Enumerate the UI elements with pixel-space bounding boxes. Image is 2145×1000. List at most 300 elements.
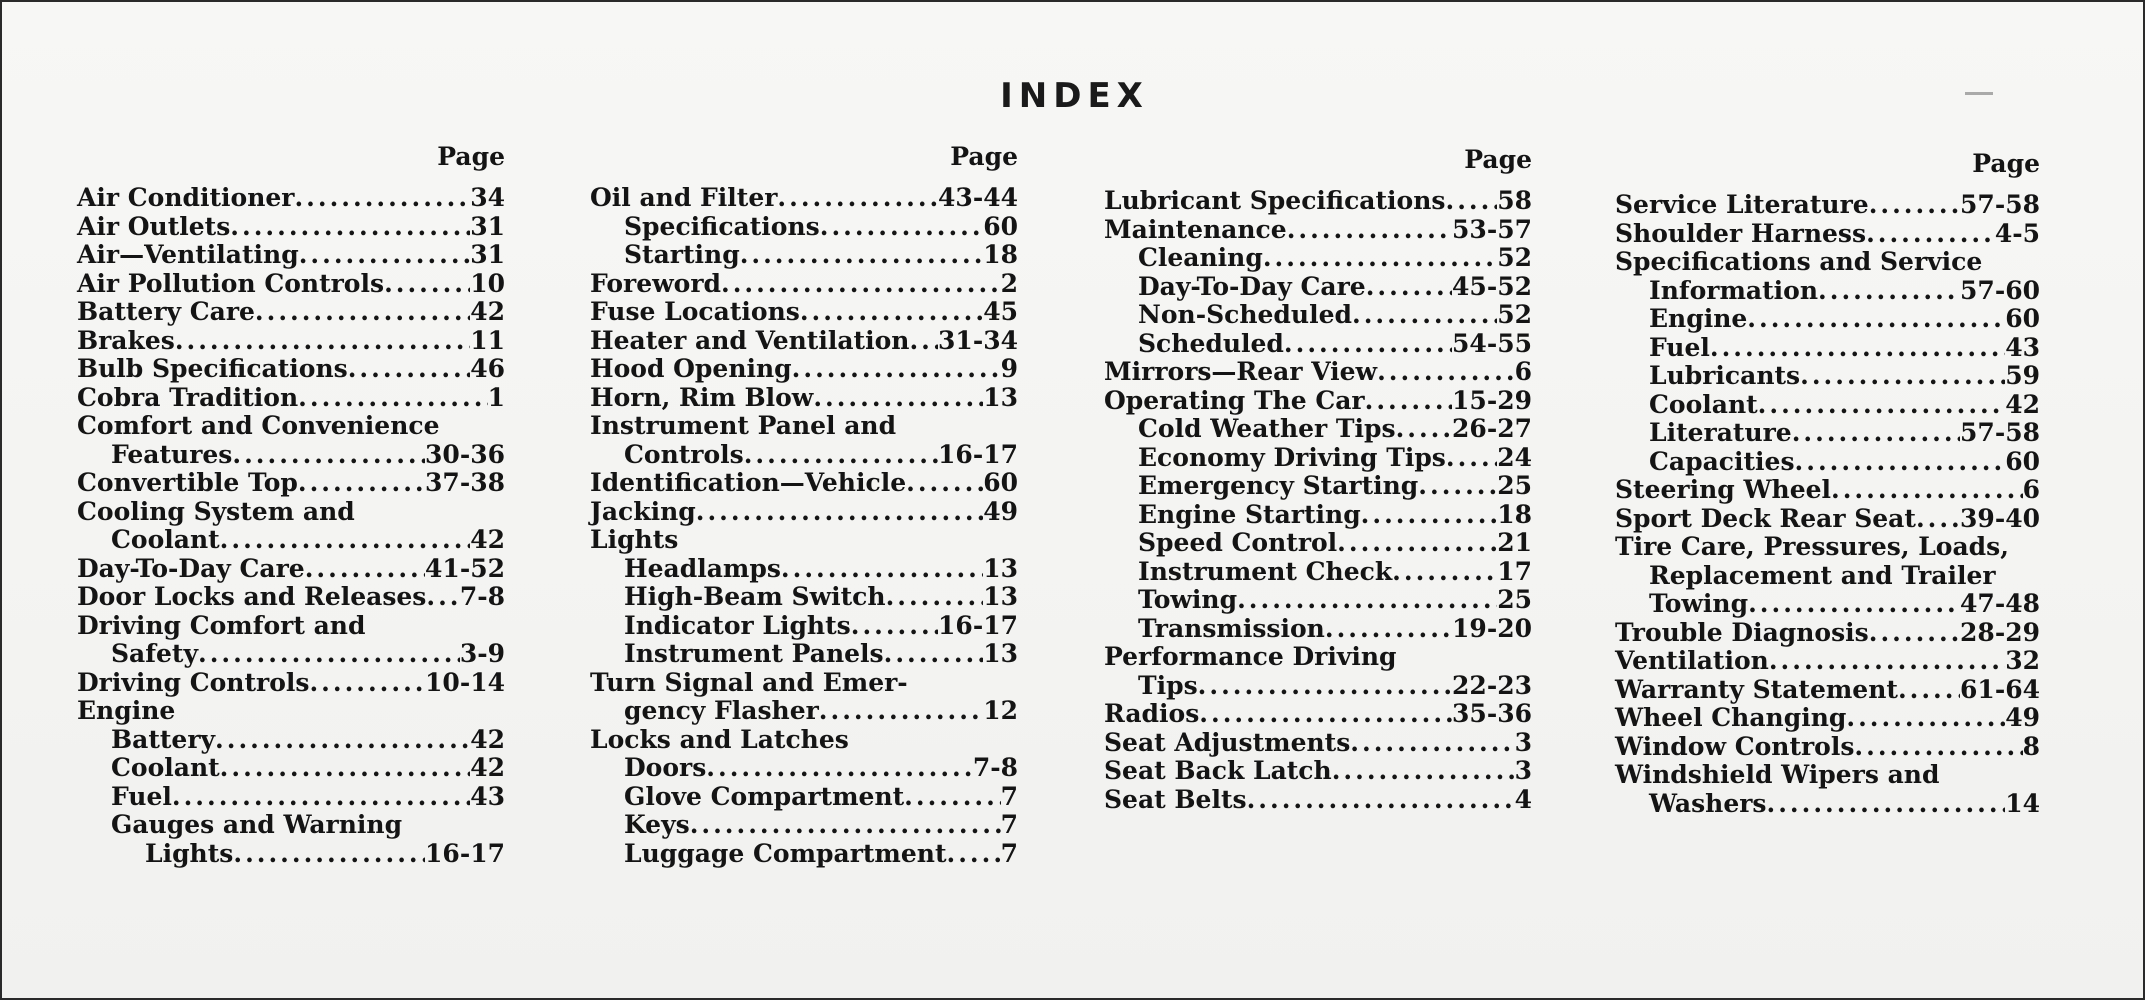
index-entry-page: 52 — [1497, 300, 1532, 329]
index-entry — [590, 697, 1018, 726]
index-entry-label: Starting — [624, 240, 740, 269]
index-entry-label: Windshield Wipers and — [1615, 760, 1940, 789]
dot-leader — [426, 583, 459, 612]
index-entry-page: 6 — [2022, 475, 2040, 504]
dot-leader — [1337, 529, 1497, 558]
dot-leader — [1446, 444, 1497, 473]
index-entry-page: 31 — [470, 240, 505, 269]
index-entry — [77, 612, 505, 641]
page-column-heading: Page — [437, 142, 505, 171]
dot-leader — [1769, 647, 2005, 676]
index-entry-page: 45 — [983, 297, 1018, 326]
index-entry-page: 25 — [1497, 471, 1532, 500]
dot-leader — [255, 298, 470, 327]
index-entry-label: Towing — [1138, 585, 1238, 614]
index-entry-page: 15-29 — [1452, 385, 1532, 415]
index-entry-label: Ventilation — [1615, 646, 1769, 675]
index-entry — [77, 555, 505, 584]
index-column-2 — [590, 142, 1018, 868]
index-entry — [1104, 700, 1532, 729]
dot-leader — [1237, 586, 1497, 615]
index-entry-page: 13 — [983, 553, 1018, 583]
index-entry-page: 42 — [470, 525, 505, 554]
dot-leader — [305, 555, 425, 584]
index-entry-label: Cleaning — [1138, 243, 1263, 272]
dot-leader — [1898, 676, 1960, 705]
index-entry-label: Engine — [77, 696, 176, 725]
index-entry-page: 39-40 — [1960, 503, 2040, 533]
index-entry — [77, 213, 505, 242]
index-entry-page: 11 — [470, 325, 505, 355]
index-entry — [77, 270, 505, 299]
dot-leader — [1284, 330, 1452, 359]
index-entry — [77, 412, 505, 441]
index-entry-page: 57-58 — [1960, 418, 2040, 447]
index-entry-label: Performance Driving — [1104, 642, 1397, 671]
index-entry-label: gency Flasher — [624, 696, 819, 725]
index-entry-label: Cold Weather Tips — [1138, 414, 1396, 443]
index-entry-page: 16-17 — [938, 439, 1018, 469]
dot-leader — [740, 241, 984, 270]
dot-leader — [175, 327, 470, 356]
index-entry — [590, 811, 1018, 840]
dot-leader — [215, 726, 470, 755]
index-entry-label: Speed Control — [1138, 528, 1338, 557]
index-entry-label: Brakes — [77, 325, 175, 355]
index-entry-label: Battery Care — [77, 297, 255, 326]
page-column-heading: Page — [950, 142, 1018, 171]
dot-leader — [1198, 672, 1452, 701]
index-entry-label: Coolant — [1649, 389, 1758, 419]
index-entry — [590, 498, 1018, 527]
index-entry — [1104, 330, 1532, 359]
index-entry-page: 42 — [470, 297, 505, 326]
index-entry — [77, 697, 505, 726]
index-entry-page: 3 — [1514, 756, 1532, 785]
index-column-3 — [1104, 145, 1532, 814]
index-entry-label: Coolant — [111, 753, 220, 782]
index-entry-page: 24 — [1497, 442, 1532, 472]
index-entry-label: Washers — [1649, 788, 1767, 818]
index-entry-label: Gauges and Warning — [111, 810, 403, 839]
index-entry-label: Driving Controls — [77, 667, 310, 697]
index-entry — [590, 526, 1018, 555]
index-entry-label: Tips — [1138, 670, 1198, 700]
dot-leader — [220, 526, 471, 555]
index-entry-label: Emergency Starting — [1138, 471, 1419, 500]
index-entry — [1615, 220, 2040, 249]
index-entry-label: Air Pollution Controls — [77, 268, 385, 298]
dot-leader — [1365, 387, 1452, 416]
index-entry-page: 10-14 — [425, 667, 505, 697]
index-entry-page: 21 — [1497, 528, 1532, 557]
index-entry — [1104, 444, 1532, 473]
dot-leader — [1445, 187, 1497, 216]
index-entry — [77, 355, 505, 384]
index-entry — [77, 184, 505, 213]
index-entry — [1615, 191, 2040, 220]
index-entry — [1615, 790, 2040, 819]
index-entry-page: 25 — [1497, 585, 1532, 614]
index-entry — [590, 555, 1018, 584]
index-entry-label: Driving Comfort and — [77, 610, 366, 640]
index-entry — [77, 840, 505, 869]
index-entry-label: Day-To-Day Care — [77, 553, 305, 583]
index-entry — [1615, 419, 2040, 448]
dot-leader — [1831, 476, 2023, 505]
index-entry-label: Radios — [1104, 699, 1200, 728]
index-entry-page: 43-44 — [938, 183, 1018, 212]
index-entry — [1615, 448, 2040, 477]
dot-leader — [172, 783, 470, 812]
index-entry-page: 3 — [1514, 727, 1532, 757]
index-entry-page: 61-64 — [1960, 674, 2040, 704]
index-entry-label: Battery — [111, 724, 216, 754]
index-entry — [1615, 476, 2040, 505]
index-entry-page: 49 — [983, 496, 1018, 526]
index-entry — [590, 469, 1018, 498]
index-entry-label: Fuel — [1649, 332, 1710, 362]
index-entry-page: 7 — [1000, 781, 1018, 811]
dot-leader — [1352, 301, 1497, 330]
scan-smudge — [1965, 92, 1993, 95]
index-entry-label: Fuel — [111, 781, 172, 811]
dot-leader — [1392, 558, 1497, 587]
index-entry-label: Trouble Diagnosis — [1615, 617, 1869, 647]
page-title: INDEX — [1000, 76, 1149, 116]
index-entry — [1104, 757, 1532, 786]
index-entry-label: Luggage Compartment — [624, 838, 947, 868]
page-column-heading: Page — [1464, 145, 1532, 174]
dot-leader — [1747, 305, 2005, 334]
index-entries — [1615, 191, 2040, 818]
index-entry-page: 4 — [1514, 784, 1532, 814]
index-entry — [590, 754, 1018, 783]
index-entry-label: Sport Deck Rear Seat — [1615, 503, 1916, 533]
index-entry-page: 41-52 — [425, 553, 505, 583]
index-entry — [1104, 586, 1532, 615]
index-entry-label: Keys — [624, 810, 690, 839]
index-entry — [77, 754, 505, 783]
index-entry — [590, 355, 1018, 384]
index-entry-page: 60 — [983, 468, 1018, 497]
index-entry-label: Air Outlets — [77, 211, 231, 241]
index-column-4 — [1615, 149, 2040, 818]
index-entry-label: Jacking — [590, 496, 696, 526]
index-entry — [1615, 391, 2040, 420]
index-entry-label: Specifications and Service — [1615, 247, 1983, 276]
index-entry-label: Door Locks and Releases — [77, 582, 427, 611]
index-entry-page: 59 — [2005, 361, 2040, 390]
index-entry-label: Towing — [1649, 589, 1749, 618]
dot-leader — [1263, 244, 1497, 273]
dot-leader — [1792, 419, 1960, 448]
index-entry — [77, 469, 505, 498]
dot-leader — [1866, 220, 1995, 249]
index-entry-page: 37-38 — [425, 468, 505, 497]
index-entry — [77, 498, 505, 527]
index-entry — [1615, 619, 2040, 648]
index-entry — [77, 241, 505, 270]
index-entry-page: 31-34 — [938, 325, 1018, 355]
index-entry — [590, 384, 1018, 413]
dot-leader — [706, 754, 973, 783]
dot-leader — [220, 754, 471, 783]
index-entry — [77, 384, 505, 413]
index-entry — [590, 441, 1018, 470]
dot-leader — [1350, 729, 1514, 758]
index-entry-label: Doors — [624, 753, 707, 782]
index-entry — [1615, 647, 2040, 676]
index-entry — [1104, 415, 1532, 444]
dot-leader — [1325, 615, 1452, 644]
index-entry-label: Instrument Check — [1138, 556, 1393, 586]
index-entry-label: Transmission — [1138, 613, 1325, 643]
index-entry — [590, 612, 1018, 641]
index-column-1 — [77, 142, 505, 868]
dot-leader — [298, 469, 425, 498]
index-entry-label: Indicator Lights — [624, 610, 851, 640]
index-entry — [77, 669, 505, 698]
index-entry — [1615, 533, 2040, 562]
index-entry-label: Engine Starting — [1138, 499, 1361, 529]
index-entry-page: 49 — [2005, 703, 2040, 732]
dot-leader — [1800, 362, 2005, 391]
index-entry-label: Engine — [1649, 304, 1748, 333]
index-entry-page: 60 — [2005, 446, 2040, 476]
dot-leader — [1710, 334, 2005, 363]
index-entry-page: 7 — [1000, 838, 1018, 868]
index-entry-page: 26-27 — [1452, 414, 1532, 443]
dot-leader — [1247, 786, 1515, 815]
index-entry — [590, 327, 1018, 356]
index-entry-page: 8 — [2022, 731, 2040, 761]
index-entry — [1615, 733, 2040, 762]
index-entry-page: 34 — [470, 183, 505, 212]
index-entry — [77, 783, 505, 812]
index-entry-label: Glove Compartment — [624, 781, 905, 811]
index-entry — [1104, 786, 1532, 815]
dot-leader — [1332, 757, 1515, 786]
index-entry-label: Economy Driving Tips — [1138, 442, 1446, 472]
index-entry-label: Shoulder Harness — [1615, 218, 1867, 248]
dot-leader — [230, 213, 470, 242]
index-entry-label: Seat Back Latch — [1104, 756, 1332, 785]
index-entry-page: 6 — [1514, 357, 1532, 386]
index-entry — [1615, 248, 2040, 277]
dot-leader — [800, 298, 983, 327]
index-entry-label: Mirrors—Rear View — [1104, 357, 1378, 386]
index-entry — [1615, 704, 2040, 733]
index-entry — [1615, 505, 2040, 534]
index-entry — [77, 327, 505, 356]
index-entry-label: Lubricants — [1649, 361, 1801, 390]
index-entry-page: 10 — [470, 268, 505, 298]
dot-leader — [1361, 501, 1498, 530]
index-entries — [1104, 187, 1532, 814]
index-entry — [77, 526, 505, 555]
index-entry — [1104, 643, 1532, 672]
index-entry-label: Turn Signal and Emer- — [590, 667, 908, 697]
index-entry — [1104, 529, 1532, 558]
index-entry-label: Day-To-Day Care — [1138, 271, 1366, 301]
index-entry-page: 45-52 — [1452, 271, 1532, 301]
index-entry-page: 42 — [470, 724, 505, 754]
index-entry — [1104, 672, 1532, 701]
index-entry — [590, 298, 1018, 327]
dot-leader — [884, 640, 984, 669]
index-entry-label: Foreword — [590, 268, 721, 298]
index-entry-label: Instrument Panel and — [590, 411, 897, 440]
page-column-heading: Page — [1972, 149, 2040, 178]
dot-leader — [851, 612, 938, 641]
index-entry-page: 43 — [2005, 332, 2040, 362]
index-entry — [590, 583, 1018, 612]
index-entry-page: 60 — [983, 211, 1018, 241]
index-entries — [590, 184, 1018, 868]
index-entry-label: Lights — [145, 838, 234, 868]
index-entry-label: Headlamps — [624, 553, 781, 583]
index-entry-label: Bulb Specifications — [77, 354, 348, 383]
index-entry-page: 2 — [1000, 268, 1018, 298]
index-entry — [590, 783, 1018, 812]
index-entry-label: Lubricant Specifications — [1104, 186, 1446, 215]
index-entry-page: 42 — [2005, 389, 2040, 419]
dot-leader — [696, 498, 983, 527]
dot-leader — [1869, 619, 1960, 648]
index-entry-page: 30-36 — [425, 439, 505, 469]
index-entry-page: 7-8 — [972, 753, 1018, 782]
index-entry — [77, 811, 505, 840]
dot-leader — [1767, 790, 2006, 819]
index-entry-page: 28-29 — [1960, 617, 2040, 647]
index-entry-label: Wheel Changing — [1615, 703, 1847, 732]
index-entry-label: Air Conditioner — [77, 183, 295, 212]
index-entry-label: Capacities — [1649, 446, 1795, 476]
index-entry-page: 9 — [1000, 354, 1018, 383]
index-entry-page: 16-17 — [425, 838, 505, 868]
index-entry-label: Convertible Top — [77, 468, 298, 497]
dot-leader — [1846, 704, 2005, 733]
dot-leader — [1287, 216, 1452, 245]
dot-leader — [198, 640, 460, 669]
index-entry-label: High-Beam Switch — [624, 582, 886, 611]
index-entry-label: Non-Scheduled — [1138, 300, 1352, 329]
index-entry — [1104, 615, 1532, 644]
dot-leader — [1869, 191, 1960, 220]
index-entry-page: 57-58 — [1960, 190, 2040, 219]
index-entry-label: Heater and Ventilation — [590, 325, 910, 355]
dot-leader — [1418, 472, 1497, 501]
index-entry — [1104, 244, 1532, 273]
index-entry-page: 16-17 — [938, 610, 1018, 640]
index-entry — [1104, 558, 1532, 587]
index-entry — [1615, 590, 2040, 619]
index-entry-label: Safety — [111, 639, 198, 668]
index-entry — [77, 726, 505, 755]
index-entry — [77, 298, 505, 327]
index-entry-page: 22-23 — [1452, 670, 1532, 700]
index-entry-label: Cobra Tradition — [77, 382, 299, 412]
index-entry — [590, 726, 1018, 755]
index-entry-label: Oil and Filter — [590, 183, 778, 212]
dot-leader — [886, 583, 984, 612]
index-entry — [1615, 562, 2040, 591]
dot-leader — [232, 441, 425, 470]
index-entry — [1104, 273, 1532, 302]
index-entry-page: 18 — [1497, 499, 1532, 529]
index-entry — [590, 669, 1018, 698]
index-entry-label: Seat Adjustments — [1104, 727, 1351, 757]
index-entry — [1615, 305, 2040, 334]
index-entry-label: Instrument Panels — [624, 639, 884, 668]
dot-leader — [1854, 733, 2022, 762]
index-entry-page: 13 — [983, 382, 1018, 412]
index-entry — [77, 583, 505, 612]
index-entry-page: 7 — [1000, 810, 1018, 839]
dot-leader — [813, 384, 983, 413]
dot-leader — [690, 811, 1001, 840]
dot-leader — [1795, 448, 2006, 477]
index-entry-label: Comfort and Convenience — [77, 411, 440, 440]
index-entry-page: 31 — [470, 211, 505, 241]
index-entry — [1104, 301, 1532, 330]
index-entry-label: Locks and Latches — [590, 724, 849, 754]
index-entry — [1615, 362, 2040, 391]
index-entry-label: Controls — [624, 439, 744, 469]
index-entry-label: Hood Opening — [590, 354, 792, 383]
index-entry — [1104, 187, 1532, 216]
dot-leader — [299, 241, 471, 270]
index-entry-page: 42 — [470, 753, 505, 782]
dot-leader — [777, 184, 938, 213]
index-entry-page: 58 — [1497, 186, 1532, 215]
dot-leader — [384, 270, 470, 299]
index-entry-label: Maintenance — [1104, 214, 1287, 244]
index-entry-label: Warranty Statement — [1615, 674, 1898, 704]
index-entry-label: Steering Wheel — [1615, 475, 1832, 504]
dot-leader — [1199, 700, 1452, 729]
dot-leader — [744, 441, 938, 470]
dot-leader — [298, 384, 487, 413]
index-entry-page: 46 — [470, 354, 505, 383]
dot-leader — [1818, 277, 1960, 306]
dot-leader — [721, 270, 1001, 299]
index-entry — [1104, 472, 1532, 501]
index-entry — [590, 213, 1018, 242]
index-entry-page: 57-60 — [1960, 275, 2040, 305]
index-entry-label: Horn, Rim Blow — [590, 382, 814, 412]
index-entry — [1104, 387, 1532, 416]
index-entry — [590, 184, 1018, 213]
index-entries — [77, 184, 505, 868]
index-entry-page: 3-9 — [459, 639, 505, 668]
dot-leader — [1377, 358, 1515, 387]
index-entry-page: 12 — [983, 696, 1018, 725]
dot-leader — [1366, 273, 1452, 302]
index-entry-label: Tire Care, Pressures, Loads, — [1615, 532, 2009, 561]
index-entry-page: 43 — [470, 781, 505, 811]
index-entry-label: Features — [111, 439, 233, 469]
index-entry-label: Specifications — [624, 211, 820, 241]
index-entry-page: 35-36 — [1452, 699, 1532, 728]
index-entry-page: 54-55 — [1452, 328, 1532, 358]
index-entry-label: Information — [1649, 275, 1819, 305]
dot-leader — [348, 355, 470, 384]
index-entry-page: 4-5 — [1994, 218, 2040, 248]
index-entry-page: 53-57 — [1452, 214, 1532, 244]
index-entry — [590, 270, 1018, 299]
